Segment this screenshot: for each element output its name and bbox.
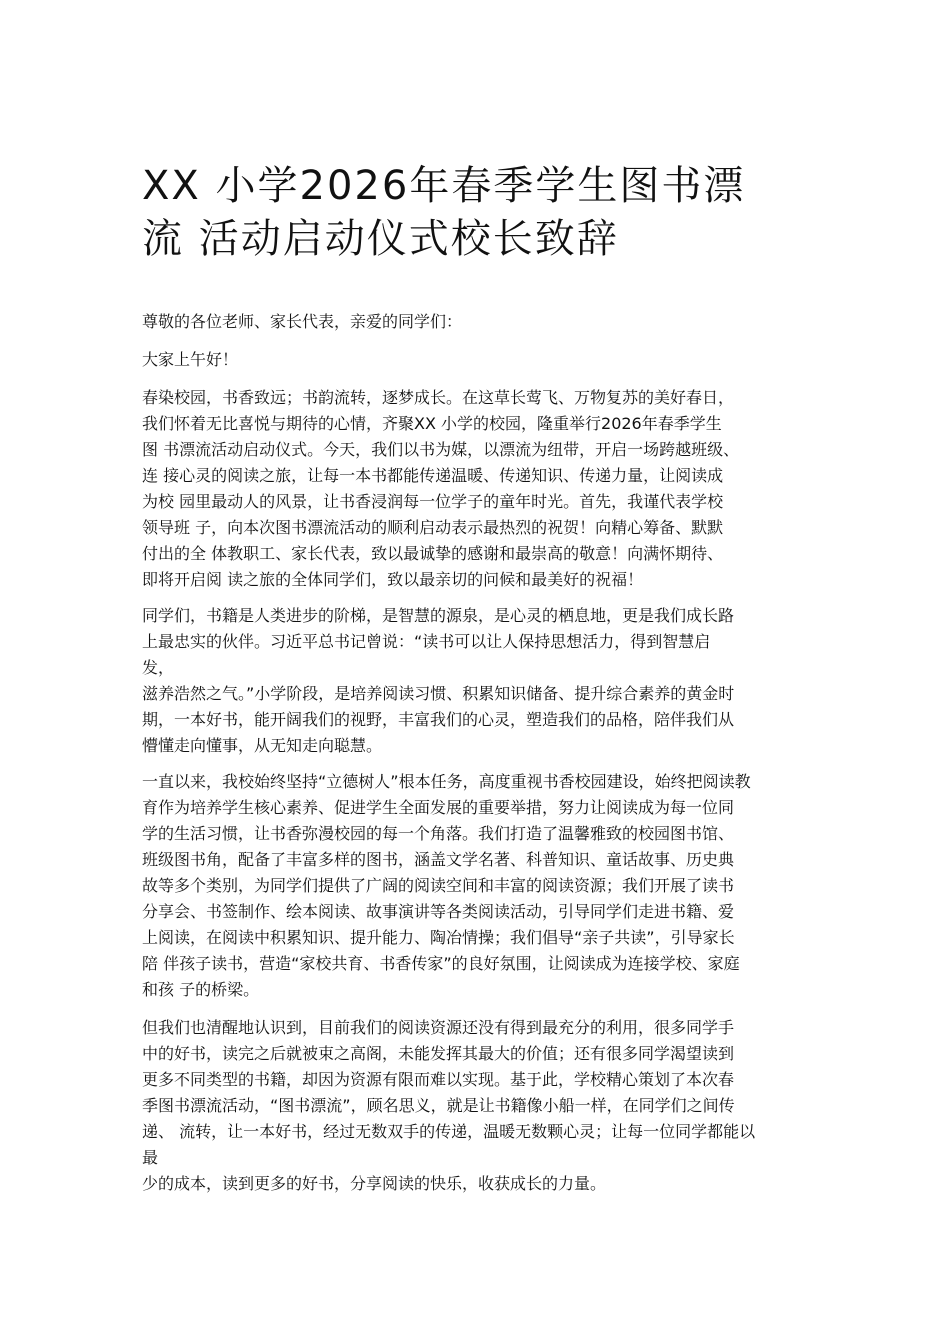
paragraph-opening <box>142 385 832 593</box>
paragraph-line: 少的成本，读到更多的好书，分享阅读的快乐，收获成长的力量。 <box>142 1174 607 1193</box>
paragraph-line: 更多不同类型的书籍，却因为资源有限而难以实现。基于此，学校精心策划了本次春 <box>142 1070 735 1089</box>
paragraph-line: 懵懂走向懂事，从无知走向聪慧。 <box>142 736 383 755</box>
paragraph-line: 学的生活习惯，让书香弥漫校园的每一个角落。我们打造了温馨雅致的校园图书馆、 <box>142 824 735 843</box>
paragraph-school <box>142 769 832 1003</box>
title-line: 流 活动启动仪式校长致辞 <box>142 216 619 262</box>
paragraph-line: 即将开启阅 读之旅的全体同学们，致以最亲切的问候和最美好的祝福！ <box>142 570 644 589</box>
speech-body <box>142 309 832 1197</box>
paragraph-line: 中的好书，读完之后就被束之高阁，未能发挥其最大的价值；还有很多同学渴望读到 <box>142 1044 735 1063</box>
paragraph-line: 图 书漂流活动启动仪式。今天，我们以书为媒，以漂流为纽带，开启一场跨越班级、 <box>142 440 740 459</box>
paragraph-line: 故等多个类别，为同学们提供了广阔的阅读空间和丰富的阅读资源；我们开展了读书 <box>142 876 735 895</box>
paragraph-line: 领导班 子，向本次图书漂流活动的顺利启动表示最热烈的祝贺！向精心筹备、默默 <box>142 518 724 537</box>
salutation: 尊敬的各位老师、家长代表，亲爱的同学们： <box>142 312 463 331</box>
paragraph-line: 上最忠实的伙伴。习近平总书记曾说：“读书可以让人保持思想活力，得到智慧启 <box>142 632 711 651</box>
title-line: XX 小学2026年春季学生图书漂 <box>142 163 746 209</box>
paragraph-line: 连 接心灵的阅读之旅，让每一本书都能传递温暖、传递知识、传递力量，让阅读成 <box>142 466 724 485</box>
paragraph-line: 和孩 子的桥梁。 <box>142 980 260 999</box>
paragraph-line: 季图书漂流活动，“图书漂流”，顾名思义，就是让书籍像小船一样，在同学们之间传 <box>142 1096 735 1115</box>
paragraph-line: 为校 园里最动人的风景，让书香浸润每一位学子的童年时光。首先，我谨代表学校 <box>142 492 724 511</box>
paragraph-line: 陪 伴孩子读书，营造“家校共育、书香传家”的良好氛围，让阅读成为连接学校、家庭 <box>142 954 740 973</box>
paragraph-line: 期，一本好书，能开阔我们的视野，丰富我们的心灵，塑造我们的品格，陪伴我们从 <box>142 710 735 729</box>
paragraph-line: 递、 流转，让一本好书，经过无数双手的传递，温暖无数颗心灵；让每一位同学都能以 <box>142 1122 756 1141</box>
paragraph-line: 付出的全 体教职工、家长代表，致以最诚挚的感谢和最崇高的敬意！向满怀期待、 <box>142 544 724 563</box>
paragraph-line: 分享会、书签制作、绘本阅读、故事演讲等各类阅读活动，引导同学们走进书籍、爱 <box>142 902 735 921</box>
paragraph-line: 同学们，书籍是人类进步的阶梯，是智慧的源泉，是心灵的栖息地，更是我们成长路 <box>142 606 735 625</box>
paragraph-line: 发， <box>142 658 175 677</box>
paragraph-drift <box>142 1015 832 1197</box>
paragraph-line: 上阅读，在阅读中积累知识、提升能力、陶冶情操；我们倡导“亲子共读”，引导家长 <box>142 928 735 947</box>
paragraph-line: 班级图书角，配备了丰富多样的图书，涵盖文学名著、科普知识、童话故事、历史典 <box>142 850 735 869</box>
paragraph-line: 滋养浩然之气。”小学阶段，是培养阅读习惯、积累知识储备、提升综合素养的黄金时 <box>142 684 735 703</box>
paragraph-line: 但我们也清醒地认识到，目前我们的阅读资源还没有得到最充分的利用，很多同学手 <box>142 1018 735 1037</box>
paragraph-line: 最 <box>142 1148 159 1167</box>
paragraph-books <box>142 603 832 759</box>
paragraph-line: 育作为培养学生核心素养、促进学生全面发展的重要举措，努力让阅读成为每一位同 <box>142 798 735 817</box>
paragraph-line: 春染校园，书香致远；书韵流转，逐梦成长。在这草长莺飞、万物复苏的美好春日， <box>142 388 735 407</box>
document-title <box>142 160 822 266</box>
greeting: 大家上午好！ <box>142 350 239 369</box>
paragraph-line: 我们怀着无比喜悦与期待的心情，齐聚XX 小学的校园，隆重举行2026年春季学生 <box>142 414 722 433</box>
paragraph-line: 一直以来，我校始终坚持“立德树人”根本任务，高度重视书香校园建设，始终把阅读教 <box>142 772 751 791</box>
